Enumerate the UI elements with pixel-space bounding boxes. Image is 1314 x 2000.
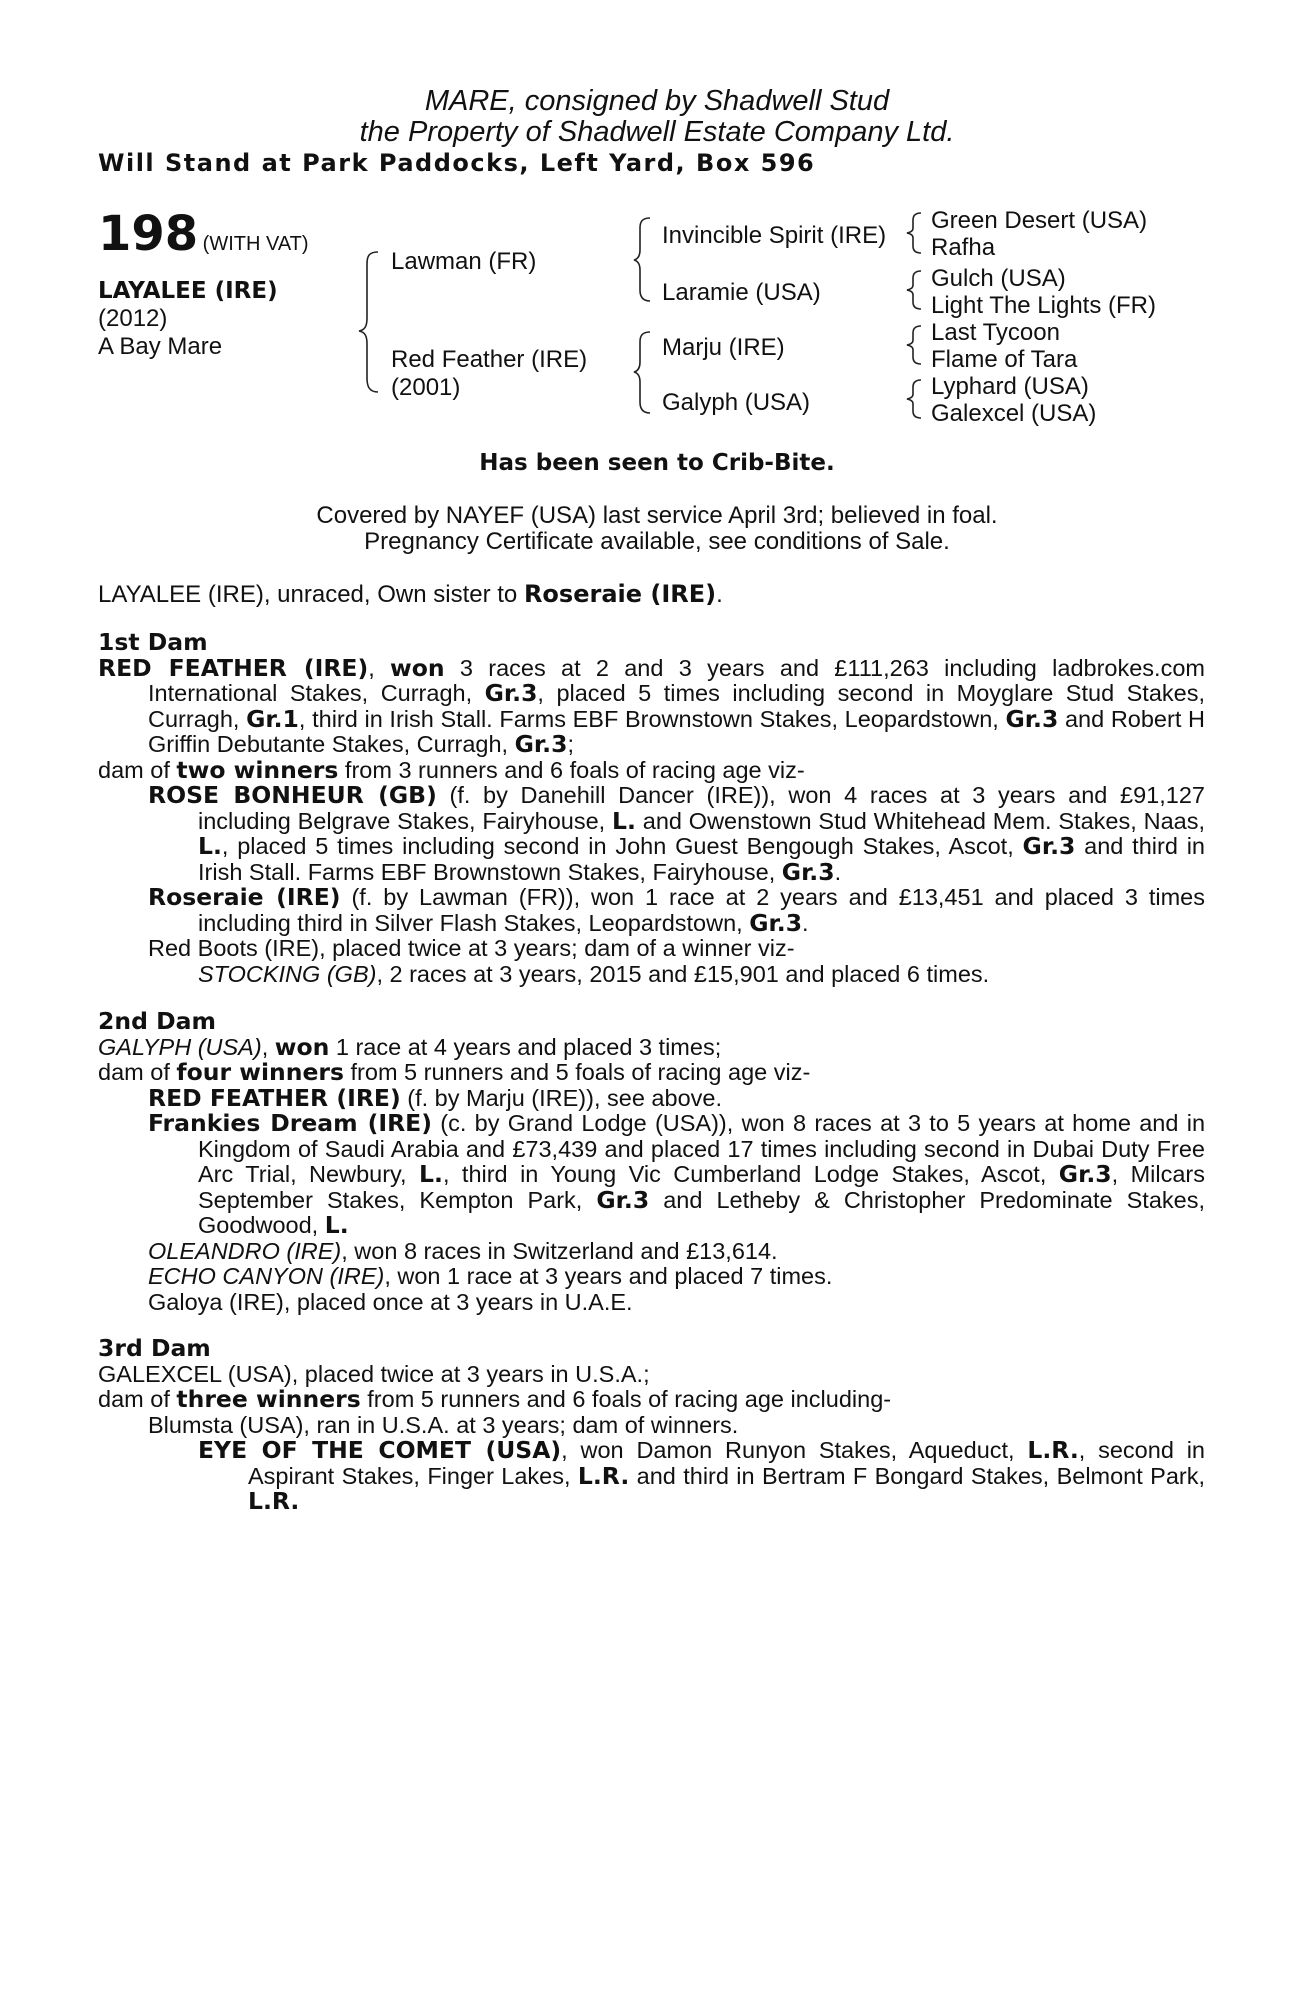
summary-text: dam of: [98, 756, 177, 783]
brace-sire-line: [634, 218, 650, 301]
first-dam-won: won: [390, 653, 445, 682]
produce-text: , won 8 races in Switzerland and £13,614.: [341, 1237, 778, 1264]
grade-label: L.R.: [577, 1461, 630, 1490]
pedigree-ssd: Rafha: [931, 234, 996, 261]
header-stand-location: Will Stand at Park Paddocks, Left Yard, Box 596: [98, 149, 816, 177]
summary-text: from 5 runners and 6 foals of racing age including-: [360, 1386, 892, 1412]
first-dam-text: , placed 5 times including second in Moyglare Stud Stakes, Curragh,: [148, 680, 1205, 732]
produce-text: and third in Irish Stall. Farms EBF Brownstown Stakes, Fairyhouse,: [198, 833, 1205, 885]
pedigree-sire-dam: Laramie (USA): [662, 279, 821, 306]
produce-text: , third in Young Vic Cumberland Lodge Stakes, Ascot,: [442, 1161, 1059, 1187]
produce-text: , second in Aspirant Stakes, Finger Lakes,: [248, 1437, 1206, 1489]
intro-period: .: [716, 581, 723, 608]
first-dam-name: RED FEATHER (IRE): [98, 653, 369, 682]
produce-roseraie: [98, 885, 1205, 936]
produce-name: ROSE BONHEUR (GB): [148, 781, 437, 809]
produce-text: (f. by Lawman (FR)), won 1 race at 2 years and £13,451 and placed 3 times including third in Silver Flash Stakes, Leopardstown,: [198, 884, 1205, 936]
pedigree-dds: Lyphard (USA): [931, 373, 1089, 400]
intro-text: LAYALEE (IRE), unraced, Own sister to: [98, 581, 524, 608]
vat-label: (WITH VAT): [202, 233, 309, 255]
produce-red-feather: [98, 1083, 1205, 1112]
brace-ss: [907, 213, 921, 253]
second-dam-name: GALYPH (USA): [98, 1033, 262, 1060]
pedigree-dam-sire: Marju (IRE): [662, 334, 785, 361]
first-dam-text: and Robert H Griffin Debutante Stakes, Curragh,: [148, 705, 1205, 757]
produce-red-boots: Red Boots (IRE), placed twice at 3 years; dam of a winner viz-: [148, 935, 795, 961]
produce-eye-of-the-comet: [98, 1438, 1205, 1515]
pedigree-sdd: Light The Lights (FR): [931, 292, 1156, 319]
produce-text: (f. by Danehill Dancer (IRE)), won 4 races at 3 years and £91,127 including Belgrave Stakes, Fairyhouse,: [198, 782, 1205, 834]
third-dam-record: GALEXCEL (USA), placed twice at 3 years in U.S.A.;: [98, 1360, 650, 1387]
pedigree-dam: Red Feather (IRE): [391, 346, 588, 373]
first-dam-heading: 1st Dam: [98, 628, 208, 656]
grade-label: Gr.3: [749, 908, 803, 937]
produce-blumsta: Blumsta (USA), ran in U.S.A. at 3 years; dam of winners.: [148, 1411, 739, 1438]
summary-text: from 5 runners and 5 foals of racing age viz-: [344, 1059, 811, 1085]
produce-text: .: [834, 858, 842, 885]
grade-label: Gr.3: [596, 1185, 650, 1214]
produce-text: , won Damon Runyon Stakes, Aqueduct,: [561, 1437, 1028, 1463]
produce-text: and third in Bertram F Bongard Stakes, Belmont Park,: [629, 1462, 1205, 1489]
intro-line: [98, 580, 723, 609]
grade-label: Gr.3: [484, 679, 538, 707]
pedigree-ddd: Galexcel (USA): [931, 400, 1097, 427]
second-dam-heading: 2nd Dam: [98, 1007, 216, 1035]
grade-label: L.: [612, 806, 636, 835]
brace-sd: [907, 271, 921, 309]
first-dam-section: [98, 630, 1205, 987]
produce-text: (f. by Marju (IRE)), see above.: [400, 1084, 722, 1111]
winners-count: four winners: [176, 1058, 344, 1086]
grade-label: L.: [198, 832, 222, 860]
brace-ds: [907, 326, 921, 364]
second-dam-won: won: [274, 1032, 330, 1061]
second-dam-produce-summary: [98, 1060, 1205, 1086]
first-dam-text: ;: [567, 731, 574, 757]
intro-sister-name: Roseraie (IRE): [523, 580, 717, 608]
first-dam-produce-summary: [98, 755, 1205, 784]
third-dam-heading: 3rd Dam: [98, 1334, 211, 1362]
produce-name: STOCKING (GB): [198, 960, 377, 987]
crib-bite-note: Has been seen to Crib-Bite.: [479, 450, 835, 476]
grade-label: L.: [324, 1211, 349, 1239]
produce-name: Frankies Dream (IRE): [148, 1109, 432, 1137]
pedigree-dam-year: (2001): [391, 374, 461, 401]
summary-text: dam of: [98, 1059, 177, 1085]
produce-text: .: [802, 909, 809, 936]
produce-name: EYE OF THE COMET (USA): [198, 1436, 562, 1464]
covered-note: Covered by NAYEF (USA) last service April 3rd; believed in foal.: [316, 502, 998, 529]
pedigree-dss: Last Tycoon: [931, 319, 1060, 346]
lot-number: 198: [98, 206, 199, 262]
brace-dam-line: [634, 332, 650, 413]
summary-text: dam of: [98, 1386, 177, 1412]
grade-label: L.R.: [1027, 1436, 1079, 1464]
produce-text: and Letheby & Christopher Predominate Stakes, Goodwood,: [198, 1186, 1205, 1238]
grade-label: Gr.3: [1022, 832, 1076, 860]
second-dam-text: 1 race at 4 years and placed 3 times;: [329, 1033, 722, 1060]
header-property: the Property of Shadwell Estate Company Ltd.: [359, 116, 955, 148]
third-dam-produce-summary: [98, 1387, 1205, 1413]
horse-description: A Bay Mare: [98, 333, 223, 360]
horse-name: LAYALEE (IRE): [98, 278, 278, 304]
produce-name: OLEANDRO (IRE): [148, 1237, 342, 1264]
grade-label: Gr.3: [1005, 704, 1059, 733]
winners-count: two winners: [176, 755, 339, 784]
produce-text: , placed 5 times including second in John Guest Bengough Stakes, Ascot,: [221, 833, 1023, 859]
header-consignor: MARE, consigned by Shadwell Stud: [424, 85, 890, 117]
second-dam-record: [98, 1032, 1205, 1061]
produce-frankies-dream: [98, 1111, 1205, 1239]
produce-echo-canyon: [98, 1264, 1205, 1290]
second-dam-section: [98, 1009, 1205, 1315]
horse-year: (2012): [98, 305, 168, 332]
pedigree-sds: Gulch (USA): [931, 265, 1066, 292]
produce-stocking: [98, 962, 1205, 988]
grade-label: Gr.3: [1058, 1160, 1112, 1188]
produce-name: ECHO CANYON (IRE): [148, 1263, 385, 1289]
produce-text: , Milcars September Stakes, Kempton Park,: [198, 1161, 1205, 1213]
first-dam-text: 3 races at 2 and 3 years and £111,263 including ladbrokes.com International Stakes, Curragh,: [148, 654, 1205, 706]
pedigree-sss: Green Desert (USA): [931, 207, 1148, 234]
produce-oleandro: [98, 1239, 1205, 1265]
produce-name: Roseraie (IRE): [148, 883, 341, 911]
pedigree-dsd: Flame of Tara: [931, 346, 1078, 373]
third-dam-section: [98, 1336, 1205, 1515]
produce-name: RED FEATHER (IRE): [148, 1083, 401, 1112]
brace-sire-dam: [359, 252, 378, 392]
produce-rose-bonheur: [98, 783, 1205, 885]
grade-label: L.R.: [248, 1487, 300, 1515]
grade-label: L.: [419, 1160, 443, 1188]
produce-text: , won 1 race at 3 years and placed 7 times.: [384, 1263, 833, 1289]
grade-label: Gr.1: [246, 704, 299, 733]
separator: ,: [261, 1033, 275, 1060]
produce-galoya: Galoya (IRE), placed once at 3 years in U.A.E.: [148, 1288, 633, 1315]
winners-count: three winners: [176, 1385, 361, 1413]
produce-text: and Owenstown Stud Whitehead Mem. Stakes, Naas,: [635, 807, 1205, 834]
pedigree-sire: Lawman (FR): [391, 248, 537, 275]
grade-label: Gr.3: [514, 730, 568, 758]
brace-dd: [907, 380, 921, 418]
first-dam-text: , third in Irish Stall. Farms EBF Brownstown Stakes, Leopardstown,: [298, 705, 1006, 732]
pregnancy-note: Pregnancy Certificate available, see conditions of Sale.: [364, 528, 950, 555]
produce-text: (c. by Grand Lodge (USA)), won 8 races at 3 to 5 years at home and in Kingdom of Saudi Arabia and £73,439 and placed 17 times including second in Dubai Duty Free Arc Trial, Newbury,: [198, 1110, 1206, 1187]
produce-text: , 2 races at 3 years, 2015 and £15,901 and placed 6 times.: [376, 960, 990, 987]
pedigree-sire-sire: Invincible Spirit (IRE): [662, 222, 887, 249]
first-dam-record: RED FEATHER (IRE), won 3 races at 2 and 3 years and £111,263 including ladbrokes.com International Stakes, Curragh, Gr.3, placed 5 times including second in Moyglare Stud Stakes, Curragh, Gr.1, third in Irish Stall. Farms EBF Brownstown Stakes, Leopardstown, Gr.3 and Robert H Griffin Debutante Stakes, Curragh, Gr.3;: [98, 653, 1205, 758]
grade-label: Gr.3: [781, 857, 835, 886]
pedigree-dam-dam: Galyph (USA): [662, 389, 811, 416]
summary-text: from 3 runners and 6 foals of racing age viz-: [338, 756, 805, 783]
